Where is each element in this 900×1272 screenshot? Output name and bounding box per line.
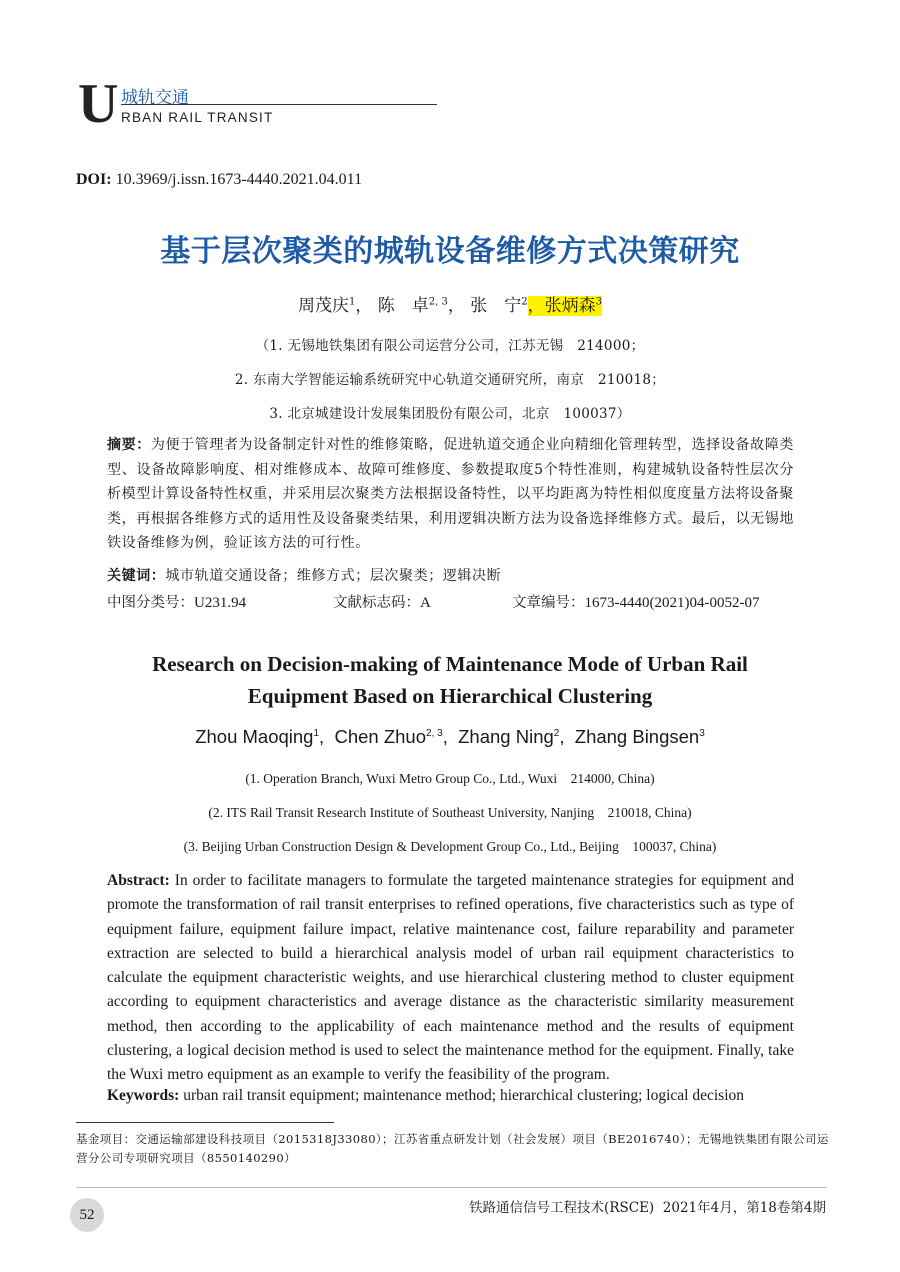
- affiliation-en-1: (1. Operation Branch, Wuxi Metro Group Co., Ltd., Wuxi 214000, China): [245, 771, 655, 786]
- doi-value: 10.3969/j.issn.1673-4440.2021.04.011: [115, 171, 363, 188]
- clc-label: 中图分类号：: [107, 595, 194, 611]
- article-number-value: 1673-4440(2021)04-0052-07: [584, 595, 760, 611]
- journal-logo-letter: U: [78, 73, 119, 135]
- author-en-3: Zhang Ning$^2$,: [458, 726, 575, 747]
- document-code: [333, 591, 431, 612]
- keywords-cn-text: 城市轨道交通设备；维修方式；层次聚类；逻辑决断: [165, 568, 502, 584]
- abstract-cn-text: 为便于管理者为设备制定针对性的维修策略，促进轨道交通企业向精细化管理转型，选择设备故障类型、设备故障影响度、相对维修成本、故障可维修度、参数提取度5个特性准则，构建城轨设备特性层次分析模型计算设备特性权重，并采用层次聚类方法根据设备特性，以平均距离为特性相似度度量方法将设备聚类，再根据各维修方式的适用性及设备聚类结果，利用逻辑决断方法为设备选择维修方式。最后，以无锡地铁设备维修为例，验证该方法的可行性。: [107, 437, 794, 551]
- page-title-cn: 基于层次聚类的城轨设备维修方式决策研究: [160, 234, 740, 269]
- title-en-line-2: Equipment Based on Hierarchical Clustering: [247, 684, 653, 708]
- affiliation-en-3: (3. Beijing Urban Construction Design & Development Group Co., Ltd., Beijing 100037, China): [183, 839, 717, 854]
- author-cn-2: 陈 卓$^{2, 3}$，: [377, 296, 465, 316]
- doc-code-value: A: [420, 595, 431, 611]
- author-en-4: Zhang Bingsen$^3$: [574, 726, 705, 747]
- affiliation-cn-2: 2. 东南大学智能运输系统研究中心轨道交通研究所，南京 210018；: [234, 372, 666, 388]
- title-en-line-1: Research on Decision-making of Maintenance Mode of Urban Rail: [152, 652, 748, 676]
- doi-label: DOI:: [76, 171, 112, 188]
- author-en-1: Zhou Maoqing$^1$,: [195, 726, 335, 747]
- funding-label: 基金项目：: [76, 1132, 136, 1146]
- abstract-en: [107, 869, 794, 1088]
- keywords-en-label: Keywords:: [107, 1087, 180, 1104]
- footer-rule: [76, 1187, 826, 1188]
- affiliation-cn-3: 3. 北京城建设计发展集团股份有限公司，北京 100037）: [269, 406, 631, 422]
- author-en-2: Chen Zhuo$^{2, 3}$,: [334, 726, 459, 747]
- clc-value: U231.94: [194, 595, 247, 611]
- page-title-en: [0, 648, 900, 712]
- keywords-cn-label: 关键词：: [107, 568, 166, 584]
- doc-code-label: 文献标志码：: [333, 595, 420, 611]
- journal-name-cn: 城轨交通: [121, 88, 189, 108]
- abstract-en-text: In order to facilitate managers to formulate the targeted maintenance strategies for equipment and promote the transformation of rail transit enterprises to refined operations, five characteristics such as type of equipment failure, equipment failure impact, relative maintenance cost, failure reparability and parameter extraction are selected to build a hierarchical analysis model of urban rail equipment characteristics to calculate the equipment characteristic weights, and use hierarchical clustering method to cluster equipment according to equipment characteristics and average distance as the characteristic similarity measurement method, then according to the applicability of each maintenance method and the results of equipment clustering, a logical decision method is used to select the maintenance method for the equipment. Finally, take the Wuxi metro equipment as an example to verify the feasibility of the program.: [107, 872, 794, 1084]
- page-number: 52: [70, 1198, 104, 1232]
- author-cn-1: 周茂庆$^1$，: [297, 296, 373, 316]
- author-cn-3: 张 宁$^2$: [470, 296, 528, 316]
- abstract-cn-label: 摘要：: [107, 437, 151, 453]
- abstract-cn: [107, 433, 794, 556]
- keywords-cn: [107, 565, 501, 585]
- clc-number: [107, 591, 246, 612]
- header-rule: [121, 104, 437, 105]
- keywords-en: [107, 1087, 744, 1105]
- keywords-en-text: urban rail transit equipment; maintenance method; hierarchical clustering; logical decision: [183, 1087, 745, 1104]
- journal-issue-footer: 铁路通信信号工程技术(RSCE) 2021年4月，第18卷第4期: [469, 1200, 826, 1216]
- funding-text: 交通运输部建设科技项目（2015318J33080）；江苏省重点研发计划（社会发展）项目（BE2016740）；无锡地铁集团有限公司运营分公司专项研究项目（8550140290）: [76, 1132, 829, 1165]
- article-number-label: 文章编号：: [512, 595, 585, 611]
- journal-name-en: RBAN RAIL TRANSIT: [121, 110, 274, 125]
- author-cn-4-highlighted: ，张炳森$^3$: [527, 296, 603, 316]
- funding-note: [76, 1130, 836, 1168]
- authors-en: [0, 726, 900, 748]
- affiliation-en-2: (2. ITS Rail Transit Research Institute of Southeast University, Nanjing 210018, China): [208, 805, 692, 820]
- article-number: [512, 591, 759, 612]
- abstract-en-label: Abstract:: [107, 872, 170, 889]
- authors-cn: [0, 291, 900, 316]
- doi-line: [76, 171, 362, 189]
- affiliation-cn-1: （1. 无锡地铁集团有限公司运营分公司，江苏无锡 214000；: [255, 338, 645, 354]
- footnote-rule: [76, 1122, 334, 1123]
